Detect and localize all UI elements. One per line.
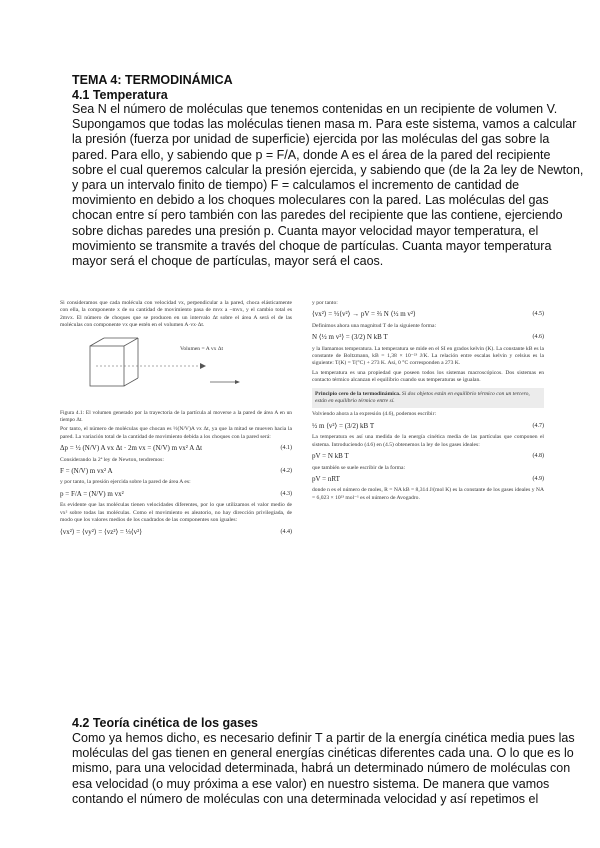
- text-line: mayor será el choque de partículas, mayor será el caos.: [72, 254, 384, 269]
- paragraph-teoria-cinetica: [72, 731, 575, 807]
- equation-4-6: [312, 334, 544, 341]
- equation-text: pV = nRT: [312, 474, 340, 483]
- text-line: chocan entre sí pero también con las paredes del recipiente que las contiene, ejerciendo: [72, 208, 563, 223]
- equation-number: (4.6): [532, 334, 544, 341]
- text-line: esa velocidad (o muy próxima a ese valor) en nuestro sistema. De manera que vamos: [72, 776, 550, 791]
- scan-paragraph: y la llamamos temperatura. La temperatura se mide en el SI en grados kelvin (K). La constante kB es la constante de Boltzmann, kB = 1,38 × 10⁻²³ J/K. La relación entre escalas kelvin y celsius es la siguiente: T(K) = T(°C) + 273 K. Así, 0 °C corresponden a 273 K.: [312, 345, 544, 367]
- scan-right-column: [312, 300, 544, 504]
- equation-4-9: [312, 476, 544, 483]
- volume-figure: [60, 332, 292, 406]
- equation-text: N ⟨½ m v²⟩ = (3/2) N kB T: [312, 333, 388, 342]
- equation-number: (4.4): [280, 528, 292, 535]
- equation-4-8: [312, 453, 544, 460]
- text-line: Supongamos que todas las moléculas tienen masa m. Para este sistema, vamos a calcular: [72, 117, 577, 132]
- section-title-temperatura: 4.1 Temperatura: [72, 88, 168, 102]
- scan-paragraph: y por tanto, la presión ejercida sobre la pared de área A es:: [60, 479, 191, 486]
- scan-left-column: [60, 300, 292, 540]
- scan-paragraph: La temperatura es una propiedad que poseen todos los sistemas macroscópicos. Dos sistemas en contacto térmico alcanzan el equilibrio cuando sus temperaturas se igualan.: [312, 369, 544, 384]
- equation-4-2: [60, 468, 292, 475]
- equation-number: (4.1): [280, 445, 292, 452]
- equation-number: (4.8): [532, 453, 544, 460]
- text-line: movimiento se transmite a través del choque de partículas. Cuanta mayor temperatura: [72, 238, 552, 253]
- scan-paragraph: La temperatura es así una medida de la energía cinética media de las partículas que componen el sistema. Introduciendo (4.6) en (4.5) obtenemos la ley de los gases ideales:: [312, 434, 544, 448]
- scan-paragraph: Si consideramos que cada molécula con velocidad vx, perpendicular a la pared, choca elásticamente con ella, la componente x de su cantidad de movimiento pasa de mvx a −mvx, y el cambio total es 2mvx. El número de choques que se producen en un intervalo Δt sobre el área A será el de las moléculas con componente vx que estén en el volumen A·vx·Δt.: [60, 300, 292, 329]
- equation-text: pV = N kB T: [312, 452, 349, 461]
- scan-paragraph: donde n es el número de moles, R = NA kB = 8,314 J/(mol K) es la constante de los gases ideales y NA = 6,023 × 10²³ mol⁻¹ es el número de Avogadro.: [312, 487, 544, 501]
- equation-text: ½ m ⟨v²⟩ = (3/2) kB T: [312, 421, 375, 430]
- equation-text: ⟨vx²⟩ = ⅓⟨v²⟩ → pV = ⅔ N ⟨½ m v²⟩: [312, 310, 416, 319]
- principle-text: Si dos objetos están en equilibrio térmico con un tercero, están en equilibrio térmico entre sí.: [315, 390, 530, 405]
- equation-text: F = (N/V) m vx² A: [60, 467, 113, 476]
- equation-4-7: [312, 423, 544, 430]
- text-line: sobre dichas paredes una presión p. Cuanta mayor velocidad mayor temperatura, el: [72, 223, 539, 238]
- text-line: y para un intervalo finito de tiempo) F = calculamos el incremento de cantidad de: [72, 178, 520, 193]
- equation-number: (4.9): [532, 475, 544, 482]
- equation-number: (4.5): [532, 311, 544, 318]
- text-line: Como ya hemos dicho, es necesario definir T a partir de la energía cinética media pues las: [72, 731, 575, 745]
- volume-diagram: [60, 332, 292, 406]
- text-line: Sea N el número de moléculas que tenemos contenidas en un recipiente de volumen V.: [72, 102, 558, 116]
- principle-title: Principio cero de la termodinámica.: [315, 390, 401, 397]
- equation-text: ⟨vx²⟩ = ⟨vy²⟩ = ⟨vz²⟩ = ⅓⟨v²⟩: [60, 527, 142, 536]
- text-line: moléculas del gas tienen en general energías cinéticas diferentes cada una. O lo que es lo: [72, 746, 574, 761]
- scan-paragraph: Definimos ahora una magnitud T de la siguiente forma:: [312, 322, 437, 329]
- principle-box: [312, 388, 544, 409]
- text-line: contando el número de moléculas con una determinada velocidad y así repetimos el: [72, 791, 539, 806]
- equation-number: (4.2): [280, 468, 292, 475]
- equation-4-3: [60, 491, 292, 498]
- equation-text: Δp = ½ (N/V) A vx Δt · 2m vx = (N/V) m vx² A Δt: [60, 444, 203, 453]
- equation-text: p = F/A = (N/V) m vx²: [60, 489, 124, 498]
- scan-paragraph: Considerando la 2ª ley de Newton, tendremos:: [60, 456, 164, 463]
- equation-4-5: [312, 311, 544, 318]
- scan-paragraph: Es evidente que las moléculas tienen velocidades diferentes, por lo que utilizamos el valor medio de vx² sobre todas las moléculas. Como el movimiento es aleatorio, no hay dirección privilegiada, de modo que los valores medios de los cuadrados de las componentes son iguales:: [60, 502, 292, 524]
- page-title: TEMA 4: TERMODINÁMICA: [72, 73, 233, 87]
- figure-caption: Figura 4.1: El volumen generado por la trayectoria de la partícula al moverse a la pared de área A en un tiempo Δt.: [60, 409, 292, 424]
- scan-paragraph: que también se suele escribir de la forma:: [312, 464, 406, 471]
- equation-4-1: [60, 445, 292, 452]
- equation-number: (4.7): [532, 422, 544, 429]
- text-line: sobre el cual queremos calcular la presión ejercida, y sabiendo que (de la 2a ley de Newton,: [72, 162, 584, 177]
- scan-paragraph: y por tanto:: [312, 300, 338, 306]
- figure-label: Volumen = A vx Δt: [180, 345, 224, 352]
- text-line: movimiento en debido a los choques moleculares con la pared. Las moléculas del gas: [72, 193, 549, 208]
- equation-4-4: [60, 529, 292, 536]
- paragraph-temperatura: [72, 102, 584, 269]
- scan-paragraph: Volviendo ahora a la expresión (4.6), podemos escribir:: [312, 411, 437, 418]
- scanned-textbook-excerpt: [60, 300, 550, 700]
- text-line: la presión (fuerza por unidad de superficie) ejercida por las moléculas del gas sobre la: [72, 132, 550, 147]
- section-title-teoria-cinetica: 4.2 Teoría cinética de los gases: [72, 716, 258, 730]
- text-line: pared. Para ello, y sabiendo que p = F/A, donde A es el área de la pared del recipiente: [72, 147, 551, 162]
- scan-paragraph: Por tanto, el número de moléculas que chocan es ½(N/V)A vx Δt, ya que la mitad se mueven hacia la pared. La variación total de la cantidad de movimiento debida a los choques con la pared será:: [60, 426, 292, 440]
- text-line: mismo, para una velocidad determinada, habrá un determinado número de moléculas con: [72, 761, 571, 776]
- equation-number: (4.3): [280, 490, 292, 497]
